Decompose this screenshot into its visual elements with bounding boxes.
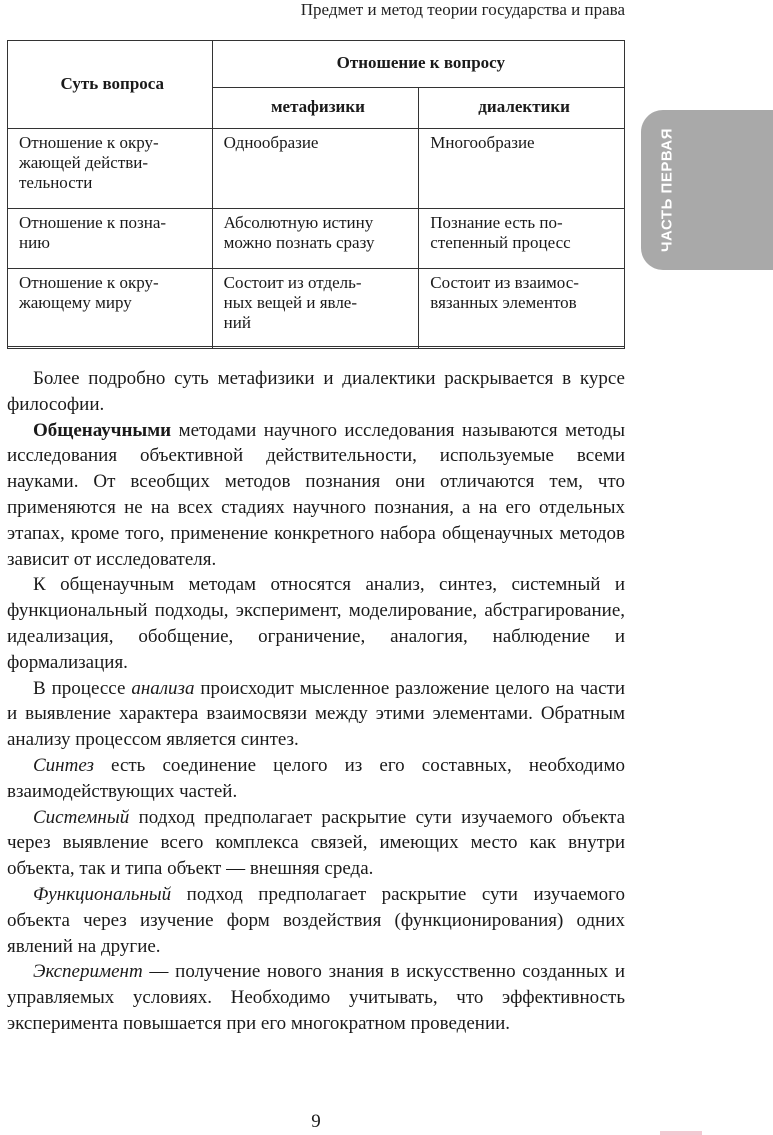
- paragraph: [7, 366, 625, 418]
- section-tab-label: ЧАСТЬ ПЕРВАЯ: [658, 127, 676, 253]
- paragraph: [7, 753, 625, 805]
- paragraph-text: Более подробно суть метафизики и диалектики раскрывается в курсе философии.: [7, 368, 625, 415]
- cell-dialectics: Познание есть по- степенный процесс: [419, 209, 625, 269]
- cell-metaphysics: Однообразие: [212, 129, 419, 209]
- paragraph: [7, 882, 625, 959]
- header-metaphysics: метафизики: [212, 88, 419, 129]
- paragraph-text: есть соединение целого из его составных, необходимо взаимодействующих частей.: [7, 754, 625, 802]
- paragraph: [7, 959, 625, 1036]
- paragraph: [7, 805, 625, 882]
- paragraph-text: происходит мысленное разложение целого на части и выявление характера взаимосвязи между этими элементами. Обратным анализу процессом является синтез.: [7, 677, 626, 751]
- term-synthesis: Синтез: [33, 754, 94, 776]
- paragraph-text: подход предполагает раскрытие сути изучаемого объекта через изучение форм воздействия (функционирования) одних явлений на другие.: [7, 883, 625, 957]
- header-attitude: Отношение к вопросу: [212, 41, 624, 88]
- cell-dialectics: Состоит из взаимос- вязанных элементов: [419, 269, 625, 349]
- term-analysis: анализа: [131, 677, 195, 699]
- paragraph-text: К общенаучным методам относятся анализ, синтез, системный и функциональный подходы, эксперимент, моделирование, абстрагирование, идеализация, обобщение, ограничение, аналогия, наблюдение и формализация.: [7, 574, 625, 673]
- comparison-table: [7, 40, 625, 349]
- table-row: [8, 269, 625, 349]
- table-row: [8, 209, 625, 269]
- paragraph: [7, 572, 625, 675]
- header-dialectics: диалектики: [419, 88, 625, 129]
- table-row: [8, 129, 625, 209]
- paragraph-text: подход предполагает раскрытие сути изучаемого объекта через выявление всего комплекса связей, имеющих место как внутри объекта, так и типа объект — внешняя среда.: [7, 806, 625, 880]
- cell-essence: Отношение к окру- жающей действи- тельности: [8, 129, 213, 209]
- body-text: [7, 366, 625, 1037]
- paragraph: [7, 676, 625, 753]
- cell-dialectics: Многообразие: [419, 129, 625, 209]
- table-header-row: [8, 41, 625, 88]
- table-bottom-rule: [7, 346, 625, 347]
- paragraph: [7, 418, 625, 573]
- corner-mark: [660, 1131, 702, 1135]
- cell-essence: Отношение к окру- жающему миру: [8, 269, 213, 349]
- paragraph-text: В процессе: [33, 677, 132, 699]
- term-general-scientific: Общенаучными: [33, 419, 172, 441]
- paragraph-text: методами научного исследования называются методы исследования объективной действительности, используемые всеми науками. От всеобщих методов познания они отличаются тем, что применяются не на всех стадиях научного познания, а на его отдельных этапах, кроме того, применение конкретного набора общенаучных методов зависит от исследователя.: [7, 419, 625, 570]
- page-number: 9: [311, 1111, 321, 1132]
- cell-essence: Отношение к позна- нию: [8, 209, 213, 269]
- term-systemic: Системный: [33, 806, 130, 828]
- term-functional: Функциональный: [33, 883, 172, 905]
- header-essence: Суть вопроса: [8, 41, 213, 129]
- term-experiment: Эксперимент: [33, 961, 143, 983]
- cell-metaphysics: Состоит из отдель- ных вещей и явле- ний: [212, 269, 419, 349]
- running-head: Предмет и метод теории государства и права: [300, 0, 625, 19]
- cell-metaphysics: Абсолютную истину можно познать сразу: [212, 209, 419, 269]
- paragraph-text: — получение нового знания в искусственно созданных и управляемых условиях. Необходимо учитывать, что эффективность эксперимента повышается при его многократном проведении.: [7, 961, 625, 1034]
